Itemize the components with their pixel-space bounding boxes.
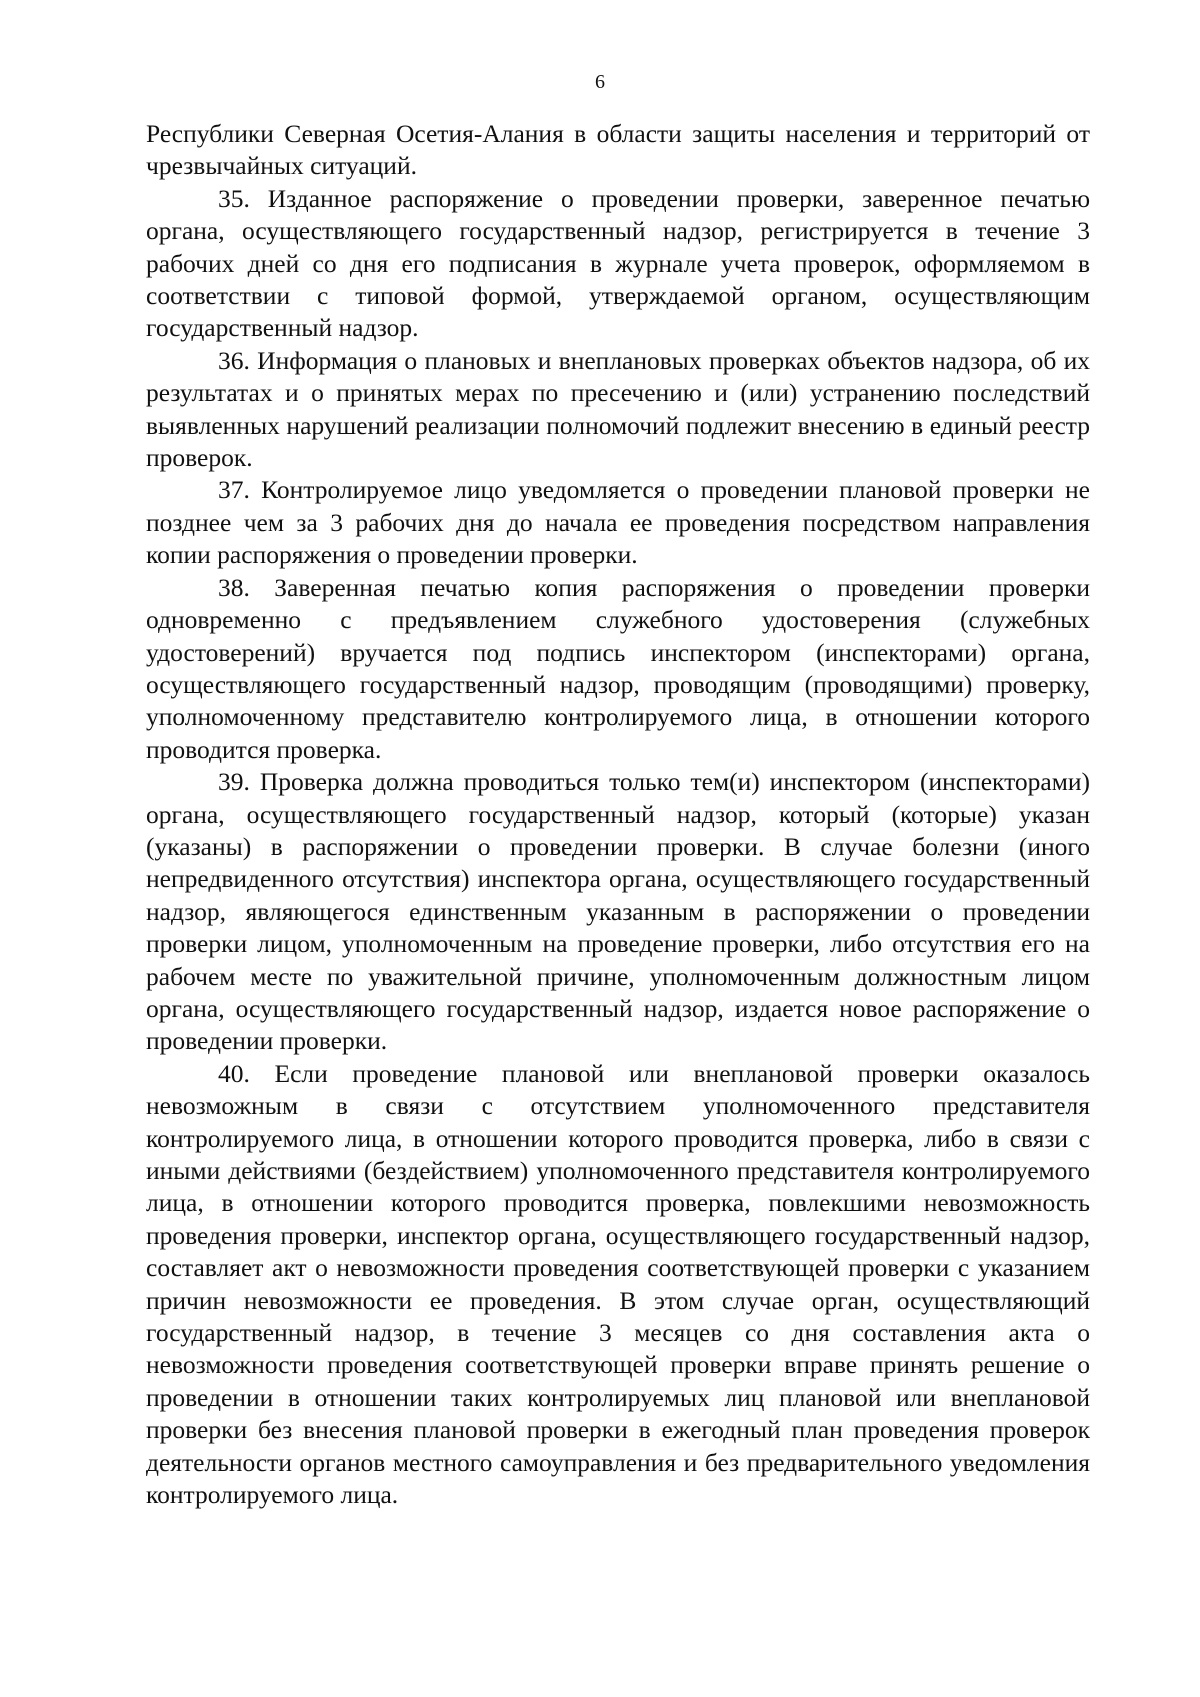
paragraph-39: 39. Проверка должна проводиться только тем(и) инспектором (инспекторами) органа, осуществляющего государственный надзор, который (которые) указан (указаны) в распоряжении о проведении проверки. В случае болезни (иного непредвиденного отсутствия) инспектора органа, осуществляющего государственный надзор, являющегося единственным указанным в распоряжении о проведении проверки лицом, уполномоченным на проведение проверки, либо отсутствия его на рабочем месте по уважительной причине, уполномоченным должностным лицом органа, осуществляющего государственный надзор, издается новое распоряжение о проведении проверки. [146,767,1090,1056]
paragraph-37: 37. Контролируемое лицо уведомляется о проведении плановой проверки не позднее чем за 3 рабочих дня до начала ее проведения посредством направления копии распоряжения о проведении проверки. [146,475,1090,570]
paragraph-continuation: Республики Северная Осетия-Алания в области защиты населения и территорий от чрезвычайных ситуаций. [146,119,1090,181]
paragraph-40: 40. Если проведение плановой или внеплановой проверки оказалось невозможным в связи с отсутствием уполномоченного представителя контролируемого лица, в отношении которого проводится проверка, либо в связи с иными действиями (бездействием) уполномоченного представителя контролируемого лица, в отношении которого проводится проверка, повлекшими невозможность проведения проверки, инспектор органа, осуществляющего государственный надзор, составляет акт о невозможности проведения соответствующей проверки с указанием причин невозможности ее проведения. В этом случае орган, осуществляющий государственный надзор, в течение 3 месяцев со дня составления акта о невозможности проведения соответствующей проверки вправе принять решение о проведении в отношении таких контролируемых лиц плановой или внеплановой проверки без внесения плановой проверки в ежегодный план проведения проверок деятельности органов местного самоуправления и без предварительного уведомления контролируемого лица. [146,1058,1090,1510]
paragraph-38: 38. Заверенная печатью копия распоряжения о проведении проверки одновременно с предъявлением служебного удостоверения (служебных удостоверений) вручается под подпись инспектором (инспекторами) органа, осуществляющего государственный надзор, проводящим (проводящими) проверку, уполномоченному представителю контролируемого лица, в отношении которого проводится проверка. [146,572,1090,764]
document-body [146,118,1090,1511]
page-number: 6 [595,71,605,93]
paragraph-36: 36. Информация о плановых и внеплановых проверках объектов надзора, об их результатах и о принятых мерах по пресечению и (или) устранению последствий выявленных нарушений реализации полномочий подлежит внесению в единый реестр проверок. [146,345,1090,473]
paragraph-35: 35. Изданное распоряжение о проведении проверки, заверенное печатью органа, осуществляющего государственный надзор, регистрируется в течение 3 рабочих дней со дня его подписания в журнале учета проверок, оформляемом в соответствии с типовой формой, утверждаемой органом, осуществляющим государственный надзор. [146,183,1090,343]
